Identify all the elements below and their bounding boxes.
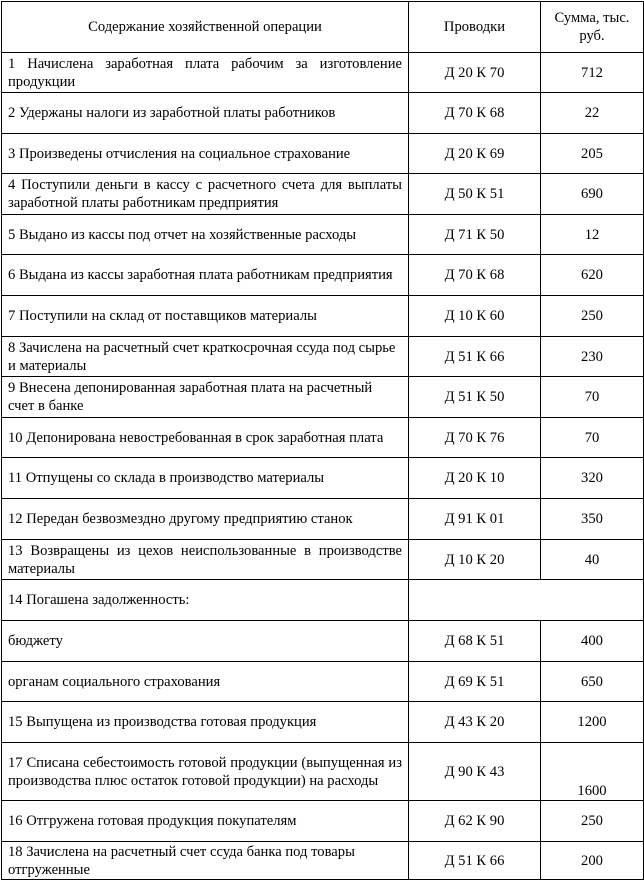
operation-amount: 230 — [541, 337, 644, 377]
operation-entry: Д 70 К 68 — [409, 255, 541, 296]
table-row — [2, 743, 644, 801]
table-row — [2, 174, 644, 215]
operation-text: бюджету — [2, 621, 409, 662]
header-amount: Сумма, тыс. руб. — [541, 2, 644, 53]
operation-text: 17 Списана себестоимость готовой продукции (выпущенная из производства плюс остаток готовой продукции) на расходы — [2, 743, 409, 801]
table-row — [2, 801, 644, 842]
operation-amount: 650 — [541, 662, 644, 702]
table-row — [2, 255, 644, 296]
operation-amount: 250 — [541, 801, 644, 842]
table-row — [2, 621, 644, 662]
operation-text: органам социального страхования — [2, 662, 409, 702]
operation-amount: 22 — [541, 93, 644, 134]
operation-text: 11 Отпущены со склада в производство материалы — [2, 458, 409, 499]
operation-amount: 205 — [541, 134, 644, 174]
operation-entry: Д 10 К 60 — [409, 296, 541, 337]
table-row — [2, 215, 644, 255]
table-row — [2, 93, 644, 134]
operation-text: 8 Зачислена на расчетный счет краткосрочная ссуда под сырье и материалы — [2, 337, 409, 377]
operation-entry: Д 51 К 50 — [409, 377, 541, 418]
table-row — [2, 580, 644, 621]
operation-text: 13 Возвращены из цехов неиспользованные в производстве материалы — [2, 540, 409, 580]
operation-text: 10 Депонирована невостребованная в срок заработная плата — [2, 418, 409, 458]
operation-text: 7 Поступили на склад от поставщиков материалы — [2, 296, 409, 337]
operation-amount: 1600 — [541, 743, 644, 801]
operation-entry: Д 20 К 70 — [409, 53, 541, 93]
operation-amount: 690 — [541, 174, 644, 215]
table-header-row — [2, 2, 644, 53]
operation-entry: Д 68 К 51 — [409, 621, 541, 662]
operation-amount: 250 — [541, 296, 644, 337]
operations-table — [1, 1, 644, 880]
operation-entry: Д 70 К 76 — [409, 418, 541, 458]
operation-entry: Д 10 К 20 — [409, 540, 541, 580]
table-row — [2, 842, 644, 880]
operation-entry: Д 70 К 68 — [409, 93, 541, 134]
operation-text: 4 Поступили деньги в кассу с расчетного счета для выплаты заработной платы работникам предприятия — [2, 174, 409, 215]
operation-entry: Д 20 К 10 — [409, 458, 541, 499]
operation-amount: 70 — [541, 418, 644, 458]
operation-amount: 70 — [541, 377, 644, 418]
table-row — [2, 377, 644, 418]
operation-text: 18 Зачислена на расчетный счет ссуда банка под товары отгруженные — [2, 842, 409, 880]
table-row — [2, 418, 644, 458]
operation-amount: 12 — [541, 215, 644, 255]
operation-amount: 620 — [541, 255, 644, 296]
header-description: Содержание хозяйственной операции — [2, 2, 409, 53]
table-row — [2, 662, 644, 702]
operation-amount: 40 — [541, 540, 644, 580]
operation-entry: Д 91 К 01 — [409, 499, 541, 540]
operation-amount: 712 — [541, 53, 644, 93]
operation-text: 6 Выдана из кассы заработная плата работникам предприятия — [2, 255, 409, 296]
header-entries: Проводки — [409, 2, 541, 53]
table-row — [2, 134, 644, 174]
operation-text: 3 Произведены отчисления на социальное страхование — [2, 134, 409, 174]
table-row — [2, 296, 644, 337]
operation-text: 2 Удержаны налоги из заработной платы работников — [2, 93, 409, 134]
operation-entry: Д 20 К 69 — [409, 134, 541, 174]
operation-entry: Д 50 К 51 — [409, 174, 541, 215]
operation-text: 16 Отгружена готовая продукция покупателям — [2, 801, 409, 842]
operation-entry: Д 71 К 50 — [409, 215, 541, 255]
operation-text: 9 Внесена депонированная заработная плата на расчетный счет в банке — [2, 377, 409, 418]
table-row — [2, 337, 644, 377]
operation-amount: 400 — [541, 621, 644, 662]
operation-entry: Д 43 К 20 — [409, 702, 541, 743]
operation-amount: 320 — [541, 458, 644, 499]
table-row — [2, 540, 644, 580]
operation-amount: 350 — [541, 499, 644, 540]
operation-text: 5 Выдано из кассы под отчет на хозяйственные расходы — [2, 215, 409, 255]
table-row — [2, 53, 644, 93]
operation-entry: Д 90 К 43 — [409, 743, 541, 801]
operation-text: 14 Погашена задолженность: — [2, 580, 409, 621]
operation-entry: Д 51 К 66 — [409, 842, 541, 880]
operations-document — [1, 1, 644, 880]
operation-entry: Д 51 К 66 — [409, 337, 541, 377]
operation-empty-cell — [409, 580, 644, 621]
operation-amount: 1200 — [541, 702, 644, 743]
operation-text: 1 Начислена заработная плата рабочим за изготовление продукции — [2, 53, 409, 93]
operation-entry: Д 62 К 90 — [409, 801, 541, 842]
table-row — [2, 458, 644, 499]
operation-amount: 200 — [541, 842, 644, 880]
operation-entry: Д 69 К 51 — [409, 662, 541, 702]
operation-text: 12 Передан безвозмездно другому предприятию станок — [2, 499, 409, 540]
table-row — [2, 702, 644, 743]
operation-text: 15 Выпущена из производства готовая продукция — [2, 702, 409, 743]
table-row — [2, 499, 644, 540]
